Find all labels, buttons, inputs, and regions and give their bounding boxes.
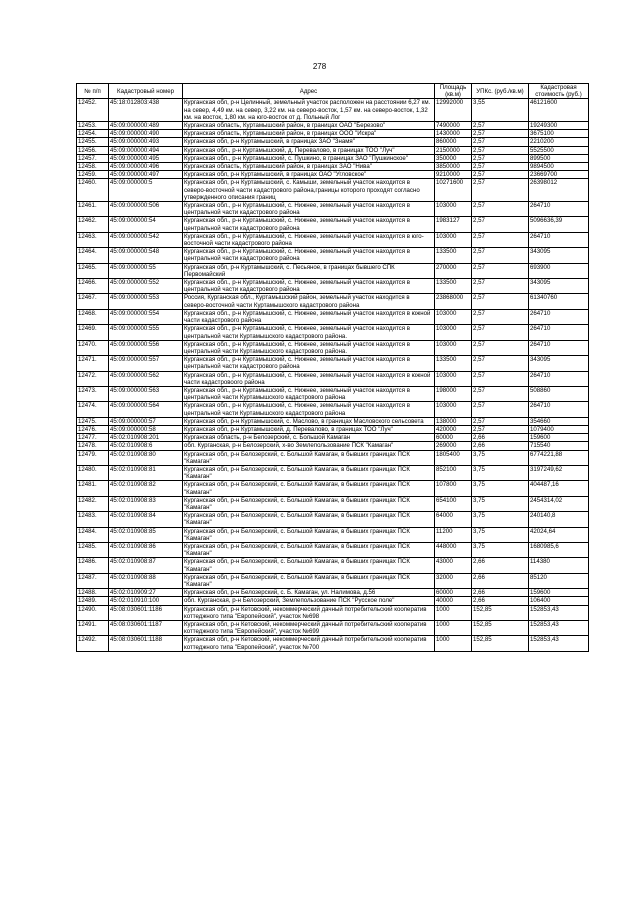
cell-upks: 2,57 [472,179,529,202]
table-body [77,99,589,651]
cell-upks: 2,57 [472,217,529,232]
cell-number: 12470. [77,340,109,355]
cell-area: 7490000 [435,122,472,130]
cell-cadastral-number: 45:02:010908:86 [109,542,183,557]
cell-address: Курганская обл, р-н Белозерский, с. Большой Камаган, в бывших границах ПСК "Камаган" [183,527,435,542]
cell-cadastral-number: 45:02:010908:84 [109,512,183,527]
cell-cadastral-cost: 264710 [529,402,589,417]
table-row [77,356,589,371]
cell-upks: 3,75 [472,450,529,465]
cell-upks: 2,57 [472,309,529,324]
table-row [77,294,589,309]
cell-area: 198000 [435,386,472,401]
cell-cadastral-number: 45:09:000000:489 [109,122,183,130]
cell-upks: 152,85 [472,605,529,620]
table-row [77,481,589,496]
cell-address: Курганская обл, р-н Кетовский, некоммерческий дачный потребительский кооператив коттеджного типа "Европейский", участок №700 [183,636,435,651]
cell-cadastral-number: 45:09:000000:5 [109,179,183,202]
cell-cadastral-number: 45:02:010909:27 [109,589,183,597]
cell-cadastral-number: 45:09:000000:495 [109,154,183,162]
cell-number: 12469. [77,325,109,340]
cell-cadastral-number: 45:08:030601:1188 [109,636,183,651]
cell-area: 103000 [435,371,472,386]
cell-cadastral-number: 45:08:030601:1187 [109,621,183,636]
cell-address: Курганская обл, р-н Белозерский, с. Большой Камаган, в бывших границах ПСК "Камаган" [183,496,435,511]
cadastral-table [76,83,589,652]
table-row [77,179,589,202]
cell-cadastral-cost: 114380 [529,558,589,573]
cell-address: Курганская обл, р-н Белозерский, с. Большой Камаган, в бывших границах ПСК "Камаган" [183,450,435,465]
cell-address: Россия, Курганская обл., Куртамышский район, земельный участок находится в северо-восточной части Куртамышского кадастрового района [183,294,435,309]
cell-upks: 2,57 [472,154,529,162]
cell-address: Курганская обл, р-н Белозерский, с. Большой Камаган, в бывших границах ПСК "Камаган" [183,573,435,588]
table-row [77,558,589,573]
cell-upks: 3,75 [472,512,529,527]
cell-area: 23868000 [435,294,472,309]
cell-area: 10271600 [435,179,472,202]
cell-number: 12473. [77,386,109,401]
cell-address: Курганская обл., р-н Куртамышский, с. Нижнее, земельный участок находится в центральной части Куртамышского кадастрового района [183,386,435,401]
cell-address: Курганская обл, р-н Куртамышский, с. Камыши, земельный участок находится в северо-восточной части кадастрового района,границы которого проходят согласно утвержденного описания границ [183,179,435,202]
header-cadastral-number: Кадастровый номер [109,84,183,99]
cell-cadastral-number: 45:09:000000:548 [109,248,183,263]
cell-area: 270000 [435,263,472,278]
cell-number: 12458. [77,163,109,171]
cell-address: Курганская обл., р-н Куртамышский, с. Нижнее, земельный участок находится в южной части кадастровоого района [183,371,435,386]
cell-number: 12481. [77,481,109,496]
cell-number: 12478. [77,442,109,450]
cell-area: 43000 [435,558,472,573]
cell-upks: 3,75 [472,481,529,496]
cell-upks: 2,57 [472,171,529,179]
table-row [77,309,589,324]
table-row [77,605,589,620]
cell-cadastral-cost: 343095 [529,248,589,263]
cell-area: 860000 [435,138,472,146]
cell-cadastral-number: 45:09:000000:55 [109,263,183,278]
cell-cadastral-cost: 3675100 [529,130,589,138]
cell-cadastral-number: 45:09:000000:506 [109,202,183,217]
table-row [77,279,589,294]
cell-address: Курганская обл., р-н Куртамышский, с. Нижнее, земельный участок находится в юго-восточной части кадастрового района [183,232,435,247]
cell-upks: 2,57 [472,202,529,217]
cell-address: Курганская обл., р-н Куртамышский, с. Нижнее, земельный участок находится в центральной части Куртамышского кадастрового района. [183,325,435,340]
cell-cadastral-cost: 264710 [529,371,589,386]
cell-upks: 2,57 [472,325,529,340]
cell-cadastral-cost: 508860 [529,386,589,401]
cell-upks: 2,57 [472,279,529,294]
cell-address: Курганская обл., р-н Куртамышский, д. Перевалово, в границах ТОО "Луч" [183,146,435,154]
cell-upks: 3,75 [472,496,529,511]
cell-cadastral-cost: 1680985,6 [529,542,589,557]
cell-cadastral-cost: 152853,43 [529,636,589,651]
cell-number: 12474. [77,402,109,417]
cell-upks: 2,57 [472,232,529,247]
cell-number: 12456. [77,146,109,154]
cell-cadastral-number: 45:09:000000:555 [109,325,183,340]
cell-address: Курганская область, Куртамышский район, в границах ОАО "Березово" [183,122,435,130]
cell-cadastral-number: 45:02:010908:88 [109,573,183,588]
cell-cadastral-number: 45:09:000000:556 [109,340,183,355]
cell-cadastral-number: 45:09:000000:563 [109,386,183,401]
cell-cadastral-cost: 2210200 [529,138,589,146]
table-row [77,154,589,162]
table-row [77,122,589,130]
cell-number: 12457. [77,154,109,162]
cell-number: 12477. [77,434,109,442]
cell-area: 1983127 [435,217,472,232]
cell-upks: 2,57 [472,425,529,433]
cell-upks: 2,57 [472,263,529,278]
header-address: Адрес [183,84,435,99]
cell-number: 12485. [77,542,109,557]
header-row [77,84,589,99]
cell-number: 12462. [77,217,109,232]
table-row [77,171,589,179]
cell-number: 12461. [77,202,109,217]
cell-cadastral-cost: 152853,43 [529,621,589,636]
table-row [77,386,589,401]
cell-area: 103000 [435,202,472,217]
cell-number: 12452. [77,99,109,122]
cell-cadastral-number: 45:02:010908:87 [109,558,183,573]
cell-area: 852100 [435,465,472,480]
cell-number: 12465. [77,263,109,278]
cell-address: Курганская обл., р-н Куртамышский, с. Нижнее, земельный участок находится в южной части кадастрового района [183,309,435,324]
cell-upks: 2,66 [472,597,529,605]
cell-cadastral-number: 45:09:000000:554 [109,309,183,324]
cell-number: 12459. [77,171,109,179]
table-row [77,402,589,417]
header-area: Площадь (кв.м) [435,84,472,99]
cell-area: 1000 [435,621,472,636]
cell-upks: 2,57 [472,340,529,355]
cell-upks: 3,75 [472,465,529,480]
cell-address: Курганская обл, р-н Кетовский, некоммерческий дачный потребительский кооператив коттеджного типа "Европейский", участок №698 [183,605,435,620]
cell-address: Курганская обл, р-н Белозерский, с. Большой Камаган, в бывших границах ПСК "Камаган" [183,512,435,527]
cell-cadastral-cost: 715540 [529,442,589,450]
cell-area: 3850000 [435,163,472,171]
cell-number: 12486. [77,558,109,573]
cell-cadastral-number: 45:02:010908:82 [109,481,183,496]
cell-number: 12460. [77,179,109,202]
cell-address: обл. Курганская, р-н Белозерский, Землепользование ПСК "Русское поле" [183,597,435,605]
table-row [77,512,589,527]
cell-number: 12480. [77,465,109,480]
cell-address: Курганская обл., р-н Куртамышский, с. Нижнее, земельный участок находится в центральной части Куртамышского кадастрового района [183,402,435,417]
cell-cadastral-cost: 1079400 [529,425,589,433]
cell-cadastral-cost: 152853,43 [529,605,589,620]
cell-area: 654100 [435,496,472,511]
cell-number: 12454. [77,130,109,138]
cell-number: 12482. [77,496,109,511]
cell-cadastral-number: 45:09:000000:494 [109,146,183,154]
cell-upks: 2,57 [472,386,529,401]
cell-number: 12489. [77,597,109,605]
cell-address: Курганская обл., р-н Куртамышский, с. Нижнее, земельный участок находится в центральной части кадастрового района [183,356,435,371]
cell-cadastral-number: 45:09:000000:497 [109,171,183,179]
cell-address: Курганская область, Куртамышский район, в границах ООО "Искра" [183,130,435,138]
cell-upks: 2,57 [472,402,529,417]
cell-upks: 2,57 [472,417,529,425]
cell-cadastral-number: 45:09:000000:493 [109,138,183,146]
header-upks: УПКс. (руб./кв.м) [472,84,529,99]
cell-area: 420000 [435,425,472,433]
table-row [77,621,589,636]
cell-cadastral-number: 45:09:000000:562 [109,371,183,386]
cell-cadastral-number: 45:09:000000:490 [109,130,183,138]
cell-area: 448000 [435,542,472,557]
cell-area: 12992000 [435,99,472,122]
cell-address: Курганская область, р-н Белозерский, с. Большой Камаган [183,434,435,442]
table-row [77,146,589,154]
table-row [77,248,589,263]
cell-address: Курганская обл., р-н Куртамышский, с. Нижнее, земельный участок находится в центральной части Куртамышского кадастрового района. [183,340,435,355]
cell-cadastral-number: 45:02:010908:81 [109,465,183,480]
table-row [77,217,589,232]
cell-number: 12453. [77,122,109,130]
cell-area: 64000 [435,512,472,527]
cell-cadastral-number: 45:09:000000:553 [109,294,183,309]
table-row [77,450,589,465]
table-row [77,589,589,597]
table-row [77,340,589,355]
cell-cadastral-cost: 264710 [529,202,589,217]
table-row [77,163,589,171]
cell-area: 9210000 [435,171,472,179]
table-row [77,434,589,442]
cell-number: 12488. [77,589,109,597]
cell-upks: 2,57 [472,356,529,371]
cell-address: Курганская область, Куртамышский район, в границах ЗАО "Нива" [183,163,435,171]
cell-cadastral-cost: 264710 [529,325,589,340]
cell-number: 12464. [77,248,109,263]
cell-upks: 2,66 [472,434,529,442]
cell-cadastral-number: 45:08:030601:1186 [109,605,183,620]
cell-cadastral-number: 45:09:000000:552 [109,279,183,294]
table-row [77,371,589,386]
cell-upks: 2,57 [472,294,529,309]
header-number: № п/п [77,84,109,99]
table-row [77,202,589,217]
cell-cadastral-cost: 264710 [529,309,589,324]
cell-number: 12467. [77,294,109,309]
cell-upks: 2,57 [472,371,529,386]
cell-cadastral-cost: 26398012 [529,179,589,202]
cell-number: 12455. [77,138,109,146]
cell-upks: 152,85 [472,621,529,636]
cell-address: Курганская обл, р-н Куртамышский, в границах ОАО "Угловское" [183,171,435,179]
table-row [77,636,589,651]
cell-area: 103000 [435,325,472,340]
table-row [77,130,589,138]
cell-cadastral-number: 45:09:000000:57 [109,417,183,425]
cell-address: Курганская обл, р-н Белозерский, с. Большой Камаган, в бывших границах ПСК "Камаган" [183,558,435,573]
cell-area: 269000 [435,442,472,450]
table-row [77,597,589,605]
cell-upks: 2,57 [472,146,529,154]
cell-upks: 2,57 [472,130,529,138]
cell-address: Курганская обл, р-н Белозерский, с. Большой Камаган, в бывших границах ПСК "Камаган" [183,481,435,496]
cell-cadastral-cost: 899500 [529,154,589,162]
cell-cadastral-cost: 9894500 [529,163,589,171]
cell-cadastral-cost: 3197249,62 [529,465,589,480]
cell-cadastral-number: 45:02:010908:6 [109,442,183,450]
cell-cadastral-cost: 6774221,88 [529,450,589,465]
cell-cadastral-cost: 404487,16 [529,481,589,496]
header-cadastral-cost: Кадастровая стоимость (руб.) [529,84,589,99]
table-row [77,527,589,542]
cell-cadastral-number: 45:02:010908:201 [109,434,183,442]
cell-area: 32000 [435,573,472,588]
table-row [77,417,589,425]
cell-area: 11200 [435,527,472,542]
cell-area: 1805400 [435,450,472,465]
cell-upks: 2,57 [472,138,529,146]
cell-cadastral-cost: 343095 [529,356,589,371]
cell-area: 103000 [435,232,472,247]
cell-cadastral-cost: 693900 [529,263,589,278]
cell-cadastral-number: 45:09:000000:54 [109,217,183,232]
cell-number: 12492. [77,636,109,651]
cell-number: 12484. [77,527,109,542]
table-row [77,263,589,278]
cell-number: 12475. [77,417,109,425]
cell-cadastral-number: 45:09:000000:542 [109,232,183,247]
cell-cadastral-cost: 2454314,02 [529,496,589,511]
cell-upks: 3,75 [472,542,529,557]
table-row [77,232,589,247]
cell-number: 12491. [77,621,109,636]
table-row [77,138,589,146]
cell-upks: 2,66 [472,573,529,588]
cell-cadastral-cost: 23669700 [529,171,589,179]
cell-number: 12487. [77,573,109,588]
cell-address: Курганская обл, р-н Куртамышский, в границах ЗАО "Знамя" [183,138,435,146]
cell-area: 1000 [435,605,472,620]
cell-area: 60000 [435,434,472,442]
cell-cadastral-cost: 42024,64 [529,527,589,542]
cell-cadastral-cost: 343095 [529,279,589,294]
cell-number: 12472. [77,371,109,386]
cell-area: 60000 [435,589,472,597]
cell-cadastral-cost: 5525500 [529,146,589,154]
cell-upks: 2,66 [472,442,529,450]
cell-area: 133500 [435,356,472,371]
table-row [77,442,589,450]
cell-area: 138000 [435,417,472,425]
cell-address: Курганская обл, р-н Белозерский, с. Большой Камаган, в бывших границах ПСК "Камаган" [183,542,435,557]
cell-cadastral-number: 45:02:010908:80 [109,450,183,465]
cell-cadastral-cost: 106400 [529,597,589,605]
cell-area: 1000 [435,636,472,651]
cell-number: 12471. [77,356,109,371]
cell-address: Курганская обл., р-н Куртамышский, с. Нижнее, земельный участок находится в центральной части кадастрового района [183,202,435,217]
cell-address: Курганская обл., р-н Куртамышский, с. Пушкино, в границах ЗАО "Пушкинское" [183,154,435,162]
cell-address: Курганская обл., р-н Куртамышский, с. Нижнее, земельный участок находится в центральной части кадастрового района [183,248,435,263]
cell-area: 133500 [435,248,472,263]
cell-address: Курганская обл., р-н Куртамышский, с. Нижнее, земельный участок находится в центральной части кадастрового района [183,279,435,294]
cell-upks: 2,57 [472,163,529,171]
cell-area: 1430000 [435,130,472,138]
cell-upks: 3,75 [472,527,529,542]
cell-address: Курганская обл, р-н Кетовский, некоммерческий дачный потребительский кооператив коттеджного типа "Европейский", участок №699 [183,621,435,636]
cell-number: 12479. [77,450,109,465]
cell-address: Курганская обл., р-н Куртамышский, с. Нижнее, земельный участок находится в центральной части кадастрового района [183,217,435,232]
cell-address: Курганская обл, р-н Куртамышский, с. Песьяное, в границах бывшего СПК Первомайский [183,263,435,278]
cell-cadastral-number: 45:09:000000:496 [109,163,183,171]
cell-cadastral-number: 45:09:000000:557 [109,356,183,371]
cell-cadastral-number: 45:02:010908:83 [109,496,183,511]
cell-cadastral-cost: 159600 [529,434,589,442]
table-row [77,573,589,588]
cell-cadastral-cost: 240140,8 [529,512,589,527]
cell-cadastral-number: 45:02:010908:85 [109,527,183,542]
cell-upks: 2,66 [472,558,529,573]
page-number: 278 [312,62,327,71]
cell-area: 103000 [435,402,472,417]
cell-upks: 2,57 [472,248,529,263]
cell-number: 12463. [77,232,109,247]
cell-area: 40000 [435,597,472,605]
cell-area: 350000 [435,154,472,162]
cell-cadastral-cost: 85120 [529,573,589,588]
cell-cadastral-number: 45:09:000000:564 [109,402,183,417]
cell-upks: 152,85 [472,636,529,651]
cell-cadastral-cost: 159600 [529,589,589,597]
cell-number: 12490. [77,605,109,620]
cell-address: Курганская обл, р-н Куртамышский, д. Перевалово, в границах ТОО "Луч" [183,425,435,433]
cell-upks: 2,66 [472,589,529,597]
cell-cadastral-cost: 61340760 [529,294,589,309]
cell-number: 12483. [77,512,109,527]
cell-cadastral-cost: 5096636,39 [529,217,589,232]
cell-area: 103000 [435,309,472,324]
table-row [77,496,589,511]
cell-number: 12466. [77,279,109,294]
cell-area: 2150000 [435,146,472,154]
cell-cadastral-cost: 354660 [529,417,589,425]
cell-cadastral-cost: 46121600 [529,99,589,122]
table-row [77,542,589,557]
cell-area: 107800 [435,481,472,496]
cell-area: 133500 [435,279,472,294]
cell-address: обл. Курганская, р-н Белозерский, х-во Землепользование ПСК "Камаган" [183,442,435,450]
cell-number: 12468. [77,309,109,324]
table-row [77,99,589,122]
cell-address: Курганская обл, р-н Белозерский, с. Большой Камаган, в бывших границах ПСК "Камаган" [183,465,435,480]
cell-area: 103000 [435,340,472,355]
cell-cadastral-number: 45:02:010910:100 [109,597,183,605]
cell-address: Курганская обл, р-н Белозерский, с. Б. Камаган, ул. Налимова, д.56 [183,589,435,597]
cell-cadastral-cost: 264710 [529,232,589,247]
table-row [77,425,589,433]
cell-cadastral-number: 45:09:000000:58 [109,425,183,433]
table-row [77,465,589,480]
cell-cadastral-cost: 19249300 [529,122,589,130]
cell-cadastral-cost: 264710 [529,340,589,355]
cell-cadastral-number: 45:18:012803:438 [109,99,183,122]
cell-address: Курганская обл, р-н Куртамышский, с. Маслово, в границах Масловского сельсовета [183,417,435,425]
cell-address: Курганская обл, р-н Целинный, земельный участок расположен на расстоянии 6,27 км. на север, 4,49 км. на север, 3,22 км. на северо-восток, 1,57 км. на северо-восток, 1,32 км. на восток, 1,80 км. на юго-восток от д. Польный Лог [183,99,435,122]
cell-upks: 2,57 [472,122,529,130]
table-row [77,325,589,340]
cell-upks: 3,55 [472,99,529,122]
table-header [77,84,589,99]
cell-number: 12476. [77,425,109,433]
